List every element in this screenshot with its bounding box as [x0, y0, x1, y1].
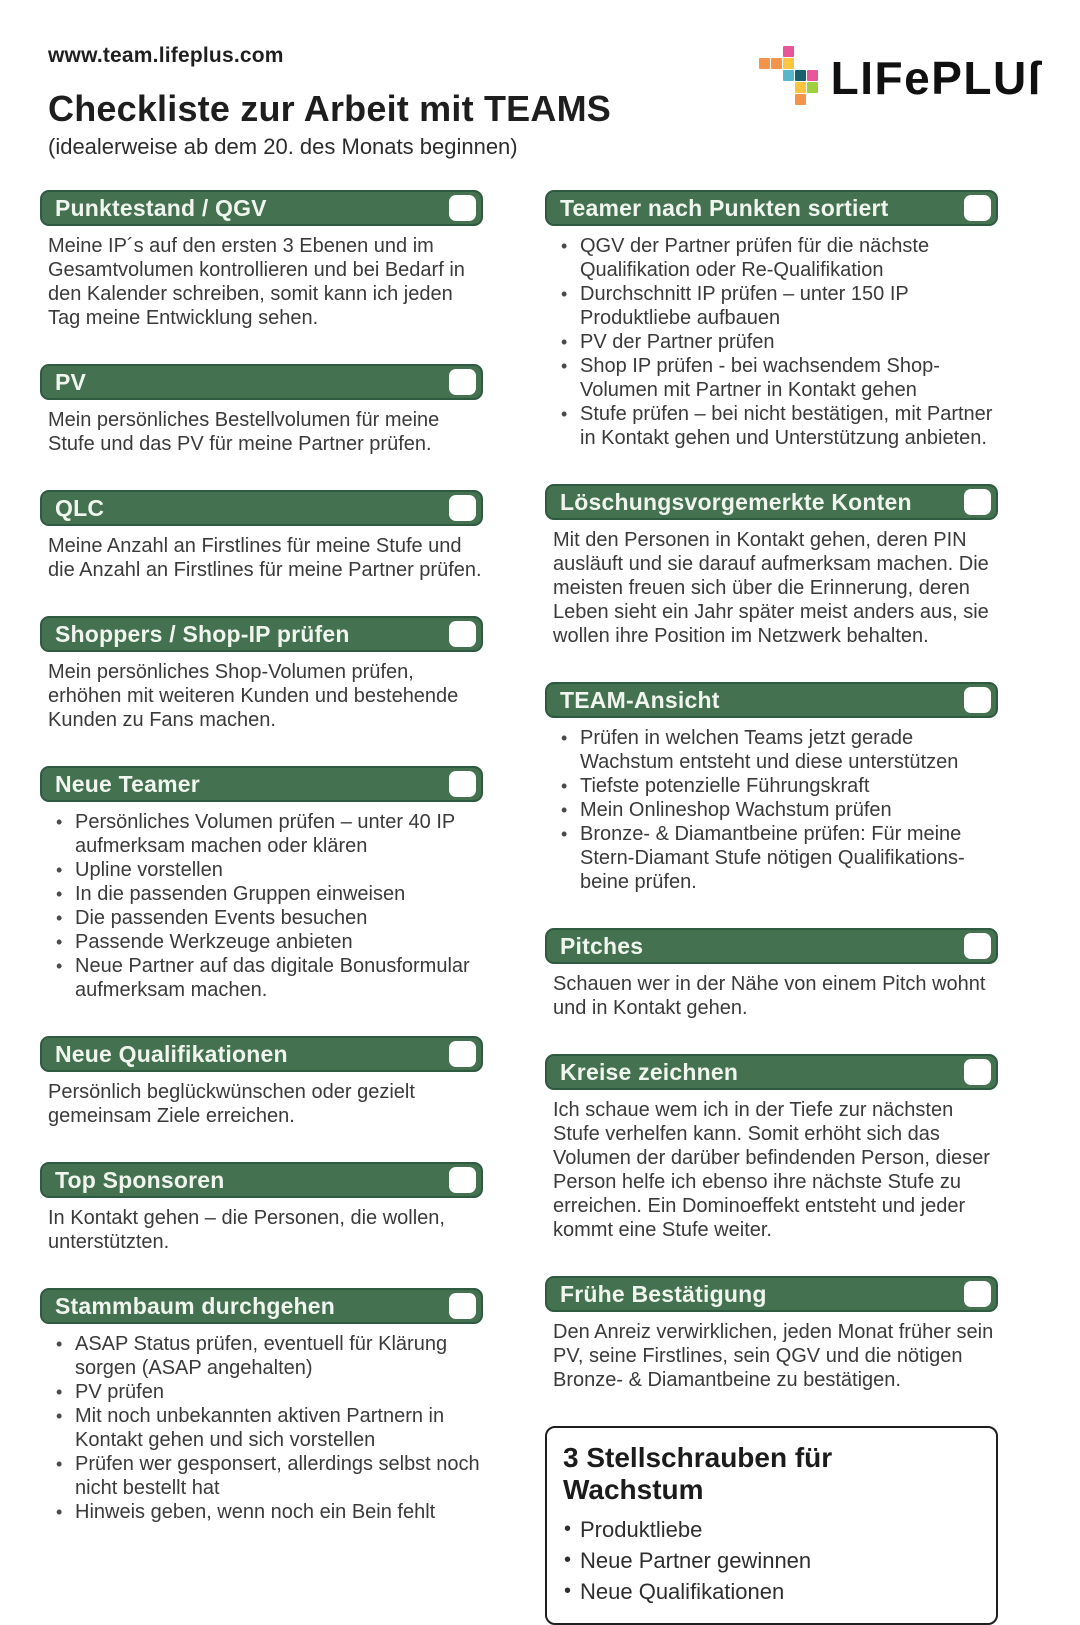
section-title: Punktestand / QGV	[55, 194, 267, 221]
list-item: • Shop IP prüfen - bei wachsendem Shop-Volumen mit Partner in Kontakt gehen	[545, 354, 998, 402]
section-text: Ich schaue wem ich in der Tiefe zur nächsten Stufe verhelfen kann. Somit erhöht sich das Volumen der darüber befindenden Person, dieser Person helfe ich ebenso ihre nächste Stufe zu erreichen. Ein Dominoeffekt entsteht und jeder kommt eine Stufe weiter.	[553, 1099, 990, 1241]
list-item: • Persönliches Volumen prüfen – unter 40 IP aufmerksam machen oder klären	[40, 810, 483, 858]
list-item: • Die passenden Events besuchen	[40, 906, 483, 930]
list-item: • Tiefste potenzielle Führungskraft	[545, 774, 998, 798]
logo-square	[807, 70, 818, 81]
list-item: • Durchschnitt IP prüfen – unter 150 IP Produktliebe aufbauen	[545, 282, 998, 330]
list-item: • Neue Partner auf das digitale Bonusformular aufmerksam machen.	[40, 954, 483, 1002]
checkbox[interactable]	[449, 1041, 476, 1067]
logo-square	[795, 82, 806, 93]
section-text: Meine Anzahl an Firstlines für meine Stufe und die Anzahl an Firstlines für meine Partner prüfen.	[48, 535, 482, 581]
section-header-bar	[545, 484, 998, 520]
section-title: Teamer nach Punkten sortiert	[560, 194, 889, 221]
growth-box-title: 3 Stellschrauben für Wachstum	[563, 1442, 833, 1505]
list-item: • PV der Partner prüfen	[545, 330, 998, 354]
growth-box-list	[563, 1514, 978, 1607]
list-item: • Mein Onlineshop Wachstum prüfen	[545, 798, 998, 822]
section-neue-qualifikationen	[40, 1036, 483, 1128]
section-title: Kreise zeichnen	[560, 1058, 739, 1085]
site-url: www.team.lifeplus.com	[48, 44, 284, 67]
section-loeschungsvorgemerkte-konten	[545, 484, 998, 648]
list-item: • Hinweis geben, wenn noch ein Bein fehlt	[40, 1500, 483, 1524]
section-punktestand-qgv	[40, 190, 483, 330]
list-item: • Neue Partner gewinnen	[563, 1545, 978, 1576]
logo-square	[783, 46, 794, 57]
section-shoppers-shop-ip	[40, 616, 483, 732]
checkbox[interactable]	[449, 771, 476, 797]
section-header-bar	[40, 616, 483, 652]
section-title: TEAM-Ansicht	[560, 686, 720, 713]
page-title: Checkliste zur Arbeit mit TEAMS	[48, 88, 611, 129]
list-item: • ASAP Status prüfen, eventuell für Klärung sorgen (ASAP angehalten)	[40, 1332, 483, 1380]
section-title: Top Sponsoren	[55, 1166, 225, 1193]
checkbox[interactable]	[964, 1059, 991, 1085]
section-title: Shoppers / Shop-IP prüfen	[55, 620, 350, 647]
section-top-sponsoren	[40, 1162, 483, 1254]
list-item: • Mit noch unbekannten aktiven Partnern in Kontakt gehen und sich vorstellen	[40, 1404, 483, 1452]
section-title: Pitches	[560, 932, 644, 959]
checkbox[interactable]	[449, 495, 476, 521]
list-item: • PV prüfen	[40, 1380, 483, 1404]
section-neue-teamer	[40, 766, 483, 1002]
section-bullet-list	[545, 726, 998, 894]
checkbox[interactable]	[964, 489, 991, 515]
logo-square	[795, 94, 806, 105]
section-header-bar	[40, 490, 483, 526]
logo-square	[783, 70, 794, 81]
logo-square	[807, 82, 818, 93]
checkbox[interactable]	[964, 1281, 991, 1307]
section-text: Meine IP´s auf den ersten 3 Ebenen und im Gesamtvolumen kontrollieren und bei Bedarf in den Kalender schreiben, somit kann ich jeden Tag meine Entwicklung sehen.	[48, 235, 465, 329]
list-item: • Produktliebe	[563, 1514, 978, 1545]
section-header-bar	[545, 1054, 998, 1090]
growth-levers-box	[545, 1426, 998, 1625]
section-header-bar	[545, 1276, 998, 1312]
list-item: • QGV der Partner prüfen für die nächste Qualifikation oder Re-Qualifikation	[545, 234, 998, 282]
section-qlc	[40, 490, 483, 582]
lifeplus-wordmark: LIFePLUſ	[830, 52, 1042, 104]
section-team-ansicht	[545, 682, 998, 894]
section-text: Mein persönliches Shop-Volumen prüfen, erhöhen mit weiteren Kunden und bestehende Kunden zu Fans machen.	[48, 661, 459, 731]
section-title: Frühe Bestätigung	[560, 1280, 767, 1307]
section-title: Stammbaum durchgehen	[55, 1292, 336, 1319]
section-text: Persönlich beglückwünschen oder gezielt gemeinsam Ziele erreichen.	[48, 1081, 415, 1127]
section-kreise-zeichnen	[545, 1054, 998, 1242]
section-bullet-list	[40, 810, 483, 1002]
list-item: • Prüfen in welchen Teams jetzt gerade Wachstum entsteht und diese unterstützen	[545, 726, 998, 774]
checkbox[interactable]	[964, 687, 991, 713]
section-header-bar	[40, 1288, 483, 1324]
section-text: Mein persönliches Bestellvolumen für meine Stufe und das PV für meine Partner prüfen.	[48, 409, 440, 455]
lifeplus-logo	[759, 46, 1042, 110]
section-text: Den Anreiz verwirklichen, jeden Monat früher sein PV, seine Firstlines, sein QGV und die nötigen Bronze- & Diamantbeine zu bestätigen.	[553, 1321, 994, 1391]
logo-square	[759, 58, 770, 69]
section-header-bar	[40, 1162, 483, 1198]
list-item: • Neue Qualifikationen	[563, 1576, 978, 1607]
section-header-bar	[545, 682, 998, 718]
section-fruehe-bestaetigung	[545, 1276, 998, 1392]
section-pv	[40, 364, 483, 456]
section-teamer-nach-punkten	[545, 190, 998, 450]
section-text: Mit den Personen in Kontakt gehen, deren PIN ausläuft und sie darauf aufmerksam machen. Die meisten freuen sich über die Erinnerung, deren Leben sieht ein Jahr später meist anders aus, sie wollen ihre Position im Netzwerk behalten.	[553, 529, 989, 647]
list-item: • Prüfen wer gesponsert, allerdings selbst noch nicht bestellt hat	[40, 1452, 483, 1500]
checkbox[interactable]	[449, 369, 476, 395]
checkbox[interactable]	[449, 1167, 476, 1193]
list-item: • Upline vorstellen	[40, 858, 483, 882]
section-text: In Kontakt gehen – die Personen, die wollen, unterstützten.	[48, 1207, 445, 1253]
section-header-bar	[545, 190, 998, 226]
checkbox[interactable]	[449, 195, 476, 221]
section-header-bar	[40, 766, 483, 802]
logo-square	[771, 58, 782, 69]
checkbox[interactable]	[449, 1293, 476, 1319]
content-columns	[0, 190, 1080, 1625]
checkbox[interactable]	[964, 933, 991, 959]
section-header-bar	[545, 928, 998, 964]
list-item: • Bronze- & Diamantbeine prüfen: Für meine Stern-Diamant Stufe nötigen Qualifikationsbeine prüfen.	[545, 822, 998, 894]
list-item: • Stufe prüfen – bei nicht bestätigen, mit Partner in Kontakt gehen und Unterstützung anbieten.	[545, 402, 998, 450]
section-title: Neue Qualifikationen	[55, 1040, 288, 1067]
lifeplus-plus-icon	[759, 46, 821, 110]
section-header-bar	[40, 364, 483, 400]
right-column	[545, 190, 998, 1625]
section-header-bar	[40, 190, 483, 226]
logo-square	[795, 70, 806, 81]
section-header-bar	[40, 1036, 483, 1072]
logo-square	[783, 58, 794, 69]
section-title: PV	[55, 368, 87, 395]
section-pitches	[545, 928, 998, 1020]
section-text: Schauen wer in der Nähe von einem Pitch wohnt und in Kontakt gehen.	[553, 973, 986, 1019]
checkbox[interactable]	[449, 621, 476, 647]
page-subtitle: (idealerweise ab dem 20. des Monats beginnen)	[48, 134, 518, 159]
section-bullet-list	[545, 234, 998, 450]
section-title: Neue Teamer	[55, 770, 200, 797]
list-item: • Passende Werkzeuge anbieten	[40, 930, 483, 954]
section-title: QLC	[55, 494, 105, 521]
section-title: Löschungsvorgemerkte Konten	[560, 488, 912, 515]
list-item: • In die passenden Gruppen einweisen	[40, 882, 483, 906]
section-bullet-list	[40, 1332, 483, 1524]
left-column	[40, 190, 483, 1625]
section-stammbaum-durchgehen	[40, 1288, 483, 1524]
checkbox[interactable]	[964, 195, 991, 221]
